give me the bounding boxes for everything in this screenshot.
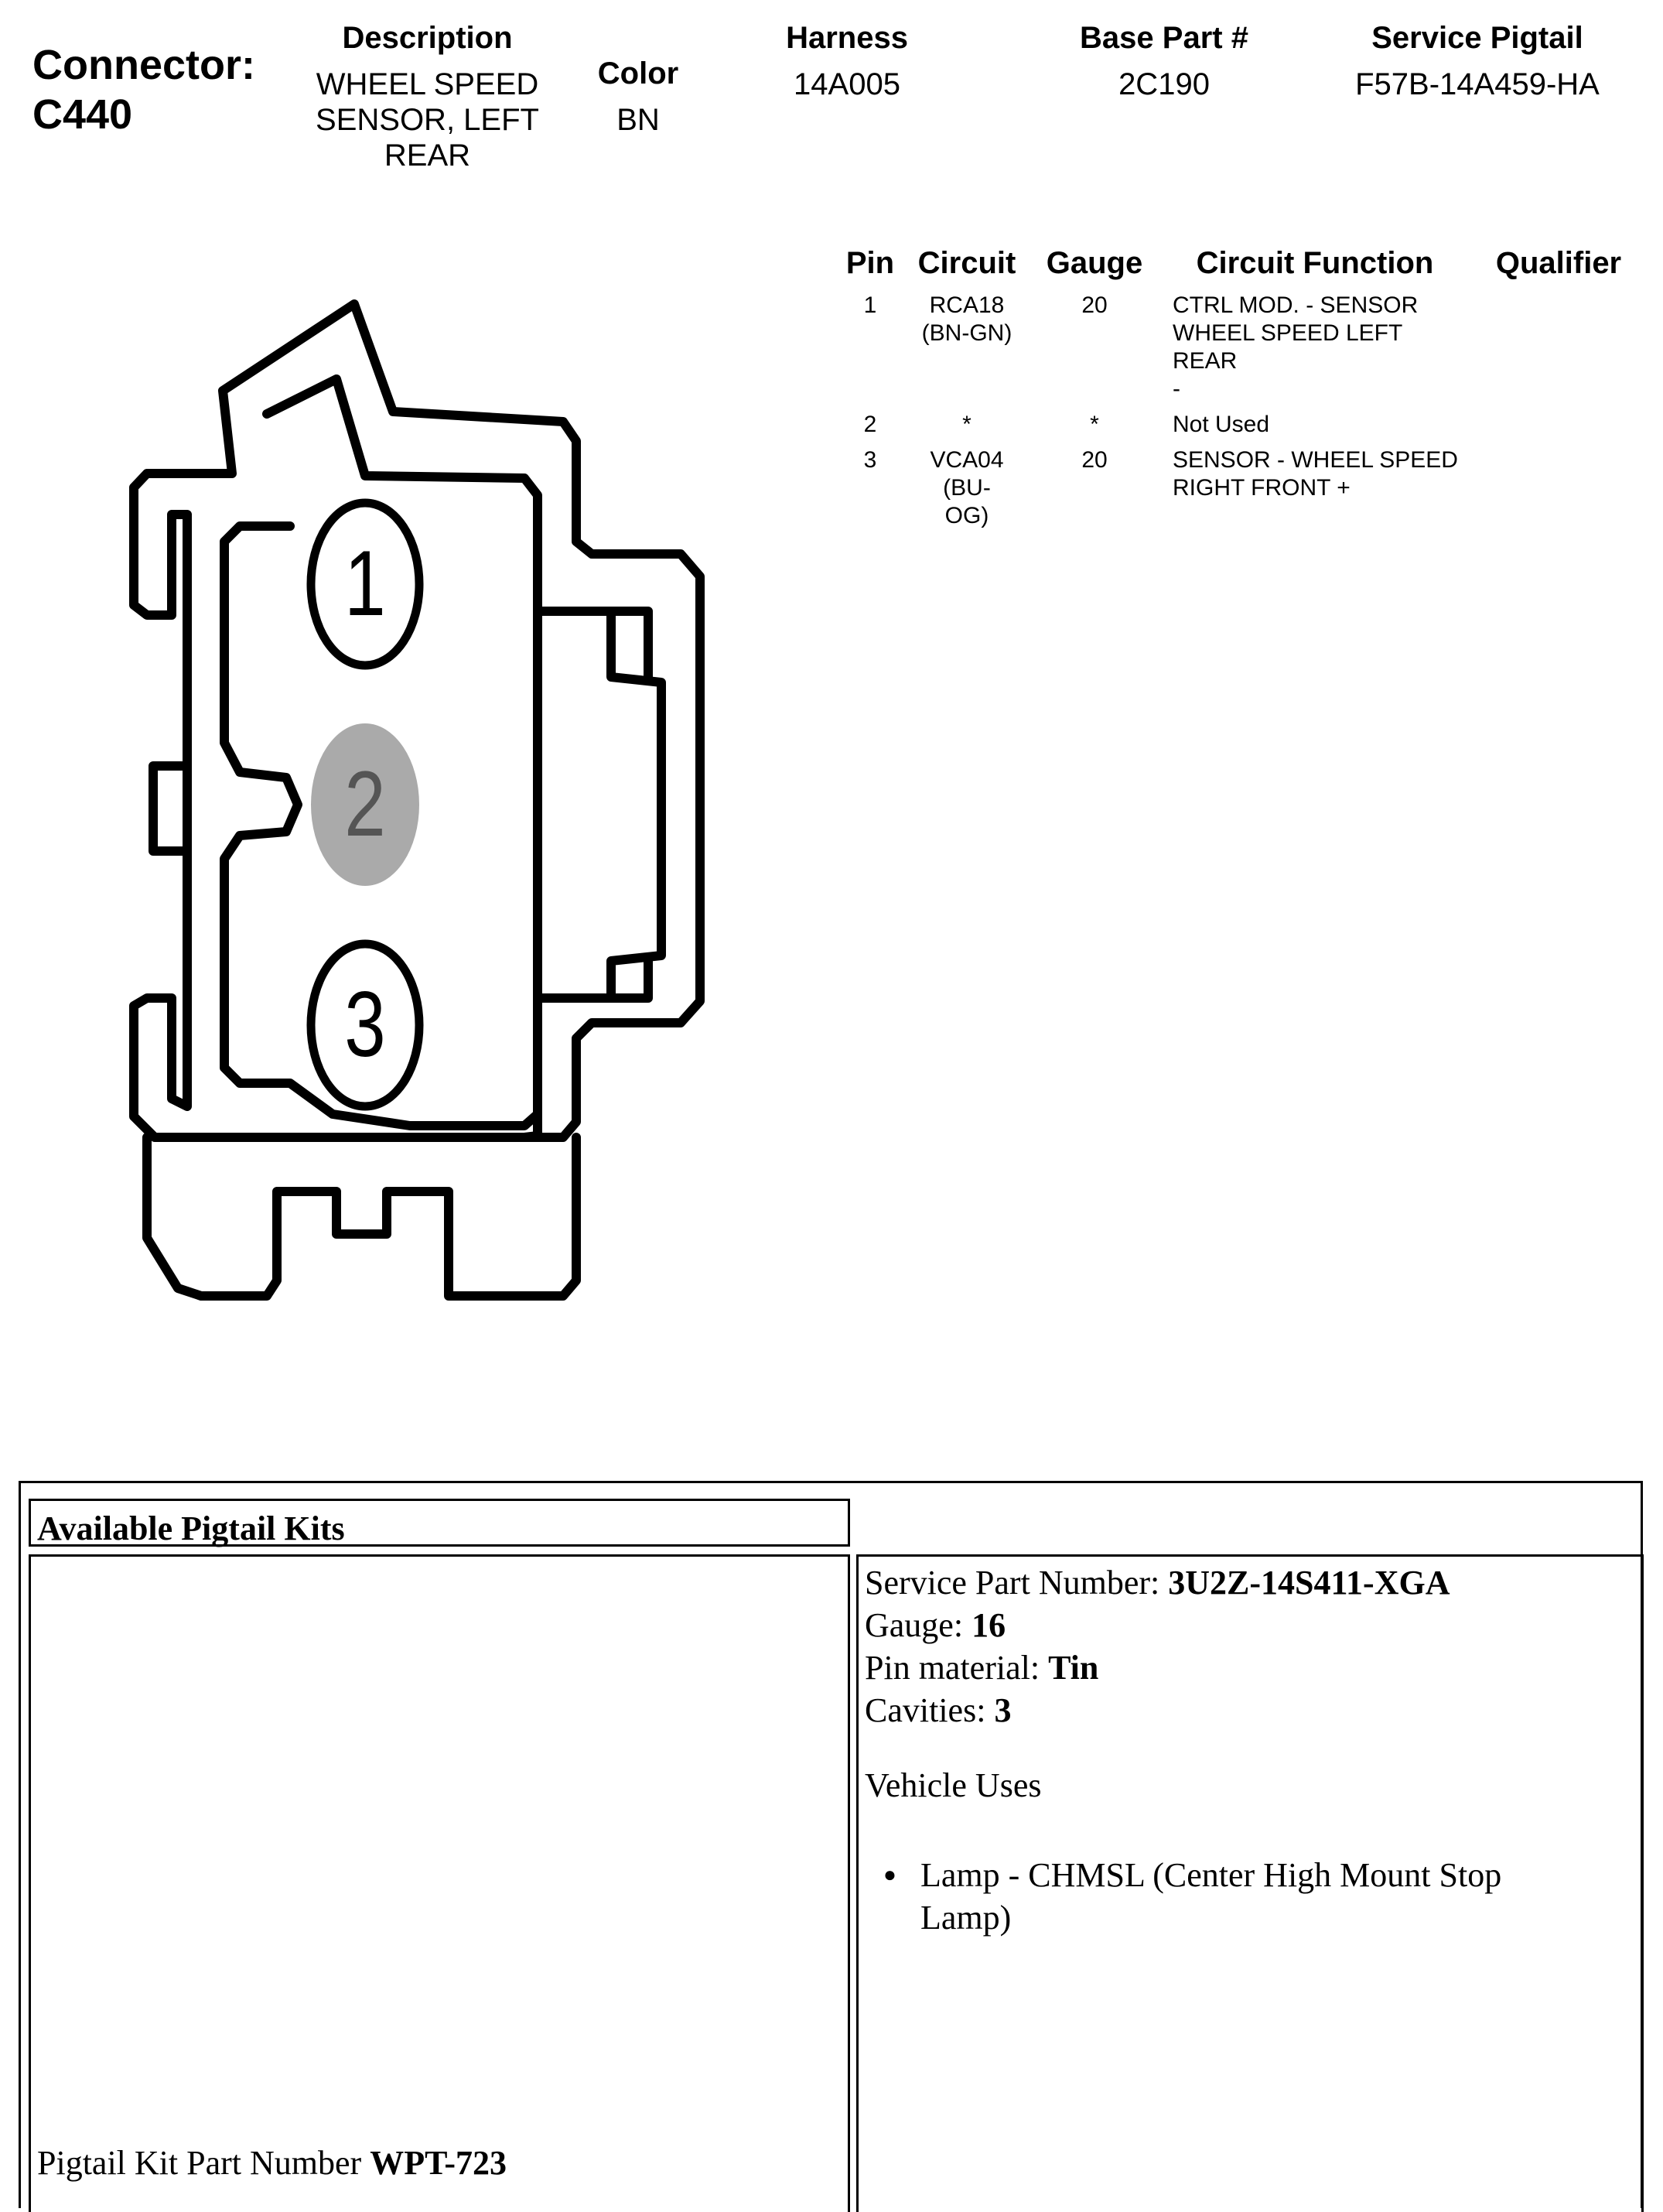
description-column [298,20,557,173]
connector-right-latch-tab [611,961,648,998]
pin-number: 1 [863,292,877,318]
circuit [905,292,1029,411]
gauge: 20 [1081,447,1108,473]
cavity-3 [311,944,419,1106]
service-part-label: Service Part Number: [865,1564,1169,1602]
qualifier [1470,446,1648,538]
circuit-function [1160,411,1470,446]
pin-material [865,1646,1098,1689]
pin-number: 3 [863,447,877,473]
circuit [905,446,1029,538]
connector-label: Connector: [32,42,255,88]
pin-material-label: Pin material: [865,1649,1049,1687]
service-part-number [865,1561,1450,1604]
connector-right-latch-tab [611,611,648,677]
description-line: WHEEL SPEED [316,67,539,101]
circuit-line: (BN-GN) [921,320,1012,346]
pigtail-kit-part-number [37,2143,507,2183]
pin-table [835,246,1648,538]
circuit-function [1160,446,1470,538]
color-value: BN [616,103,660,137]
gauge: * [1090,412,1099,437]
vehicle-uses-list [883,1854,1617,1939]
vehicle-use-line: Lamp - CHMSL (Center High Mount Stop [920,1856,1502,1894]
cavity-1 [311,503,419,665]
function-line: SENSOR - WHEEL SPEED [1173,447,1458,473]
cavity-label: 3 [344,973,386,1077]
base-part-column [1052,20,1276,102]
col-pin: Pin [845,246,895,280]
connector-bottom-foot [147,1137,576,1296]
connector-id: C440 [32,91,133,138]
col-qualifier: Qualifier [1495,246,1622,280]
pigtail-kit-image-cell [29,1554,850,2212]
color-column [576,56,700,138]
table-row [835,411,1648,446]
cavities-label: Cavities: [865,1691,995,1729]
cavities-value: 3 [994,1691,1012,1729]
base-part-value: 2C190 [1118,67,1210,101]
connector-right-latch [538,611,661,998]
circuit [905,411,1029,446]
qualifier [1470,292,1648,411]
pigtail-kits-panel [19,1481,1643,2208]
pigtail-kits-header [29,1499,850,1547]
harness-value: 14A005 [794,67,900,101]
circuit-line: VCA04 (BU- [930,447,1004,501]
cavity-label: 2 [344,752,386,856]
function-line: Not Used [1173,412,1270,437]
function-line: - [1173,376,1180,402]
service-pigtail-value: F57B-14A459-HA [1355,67,1600,101]
kit-part-label: Pigtail Kit Part Number [37,2144,371,2182]
harness-label: Harness [786,21,908,55]
col-circuit: Circuit [917,246,1016,280]
connector-left-latch [153,766,187,851]
connector-cavities [294,480,449,1114]
table-row [835,292,1648,411]
circuit-function [1160,292,1470,411]
pin-number: 2 [863,412,877,437]
gauge: 20 [1081,292,1108,318]
description-line: SENSOR, LEFT [316,103,539,137]
connector-title [32,40,255,139]
function-line: RIGHT FRONT + [1173,475,1351,501]
description-value [298,67,557,173]
base-part-label: Base Part # [1080,21,1248,55]
bullet-icon: ● [883,1863,896,1887]
circuit-line: RCA18 [929,292,1005,318]
cavities-count [865,1689,1011,1732]
gauge-value: 16 [972,1606,1006,1644]
col-gauge: Gauge [1046,246,1143,280]
circuit-line: * [962,412,972,437]
vehicle-uses-title: Vehicle Uses [865,1766,1042,1804]
description-label: Description [342,21,513,55]
list-item [883,1854,1617,1939]
pigtail-kits-title: Available Pigtail Kits [37,1509,345,1547]
service-pigtail-column [1323,20,1632,102]
gauge-label: Gauge: [865,1606,972,1644]
pin-table-header [835,246,1648,292]
col-circuit-function: Circuit Function [1196,246,1434,280]
kit-part-value: WPT-723 [370,2144,507,2182]
pigtail-kit-details-cell [856,1554,1644,2212]
vehicle-use-line: Lamp) [920,1899,1012,1937]
color-label: Color [597,56,679,91]
pin-material-value: Tin [1048,1649,1099,1687]
service-pigtail-label: Service Pigtail [1371,21,1583,55]
cavity-2 [311,723,419,886]
function-line: CTRL MOD. - SENSOR [1173,292,1419,318]
table-row [835,446,1648,538]
function-line: WHEEL SPEED LEFT REAR [1173,320,1402,374]
harness-column [743,20,951,102]
cavity-label: 1 [344,532,386,636]
pigtail-gauge [865,1604,1006,1646]
circuit-line: OG) [944,503,989,528]
description-line: REAR [384,138,471,173]
service-part-value: 3U2Z-14S411-XGA [1168,1564,1450,1602]
qualifier [1470,411,1648,446]
